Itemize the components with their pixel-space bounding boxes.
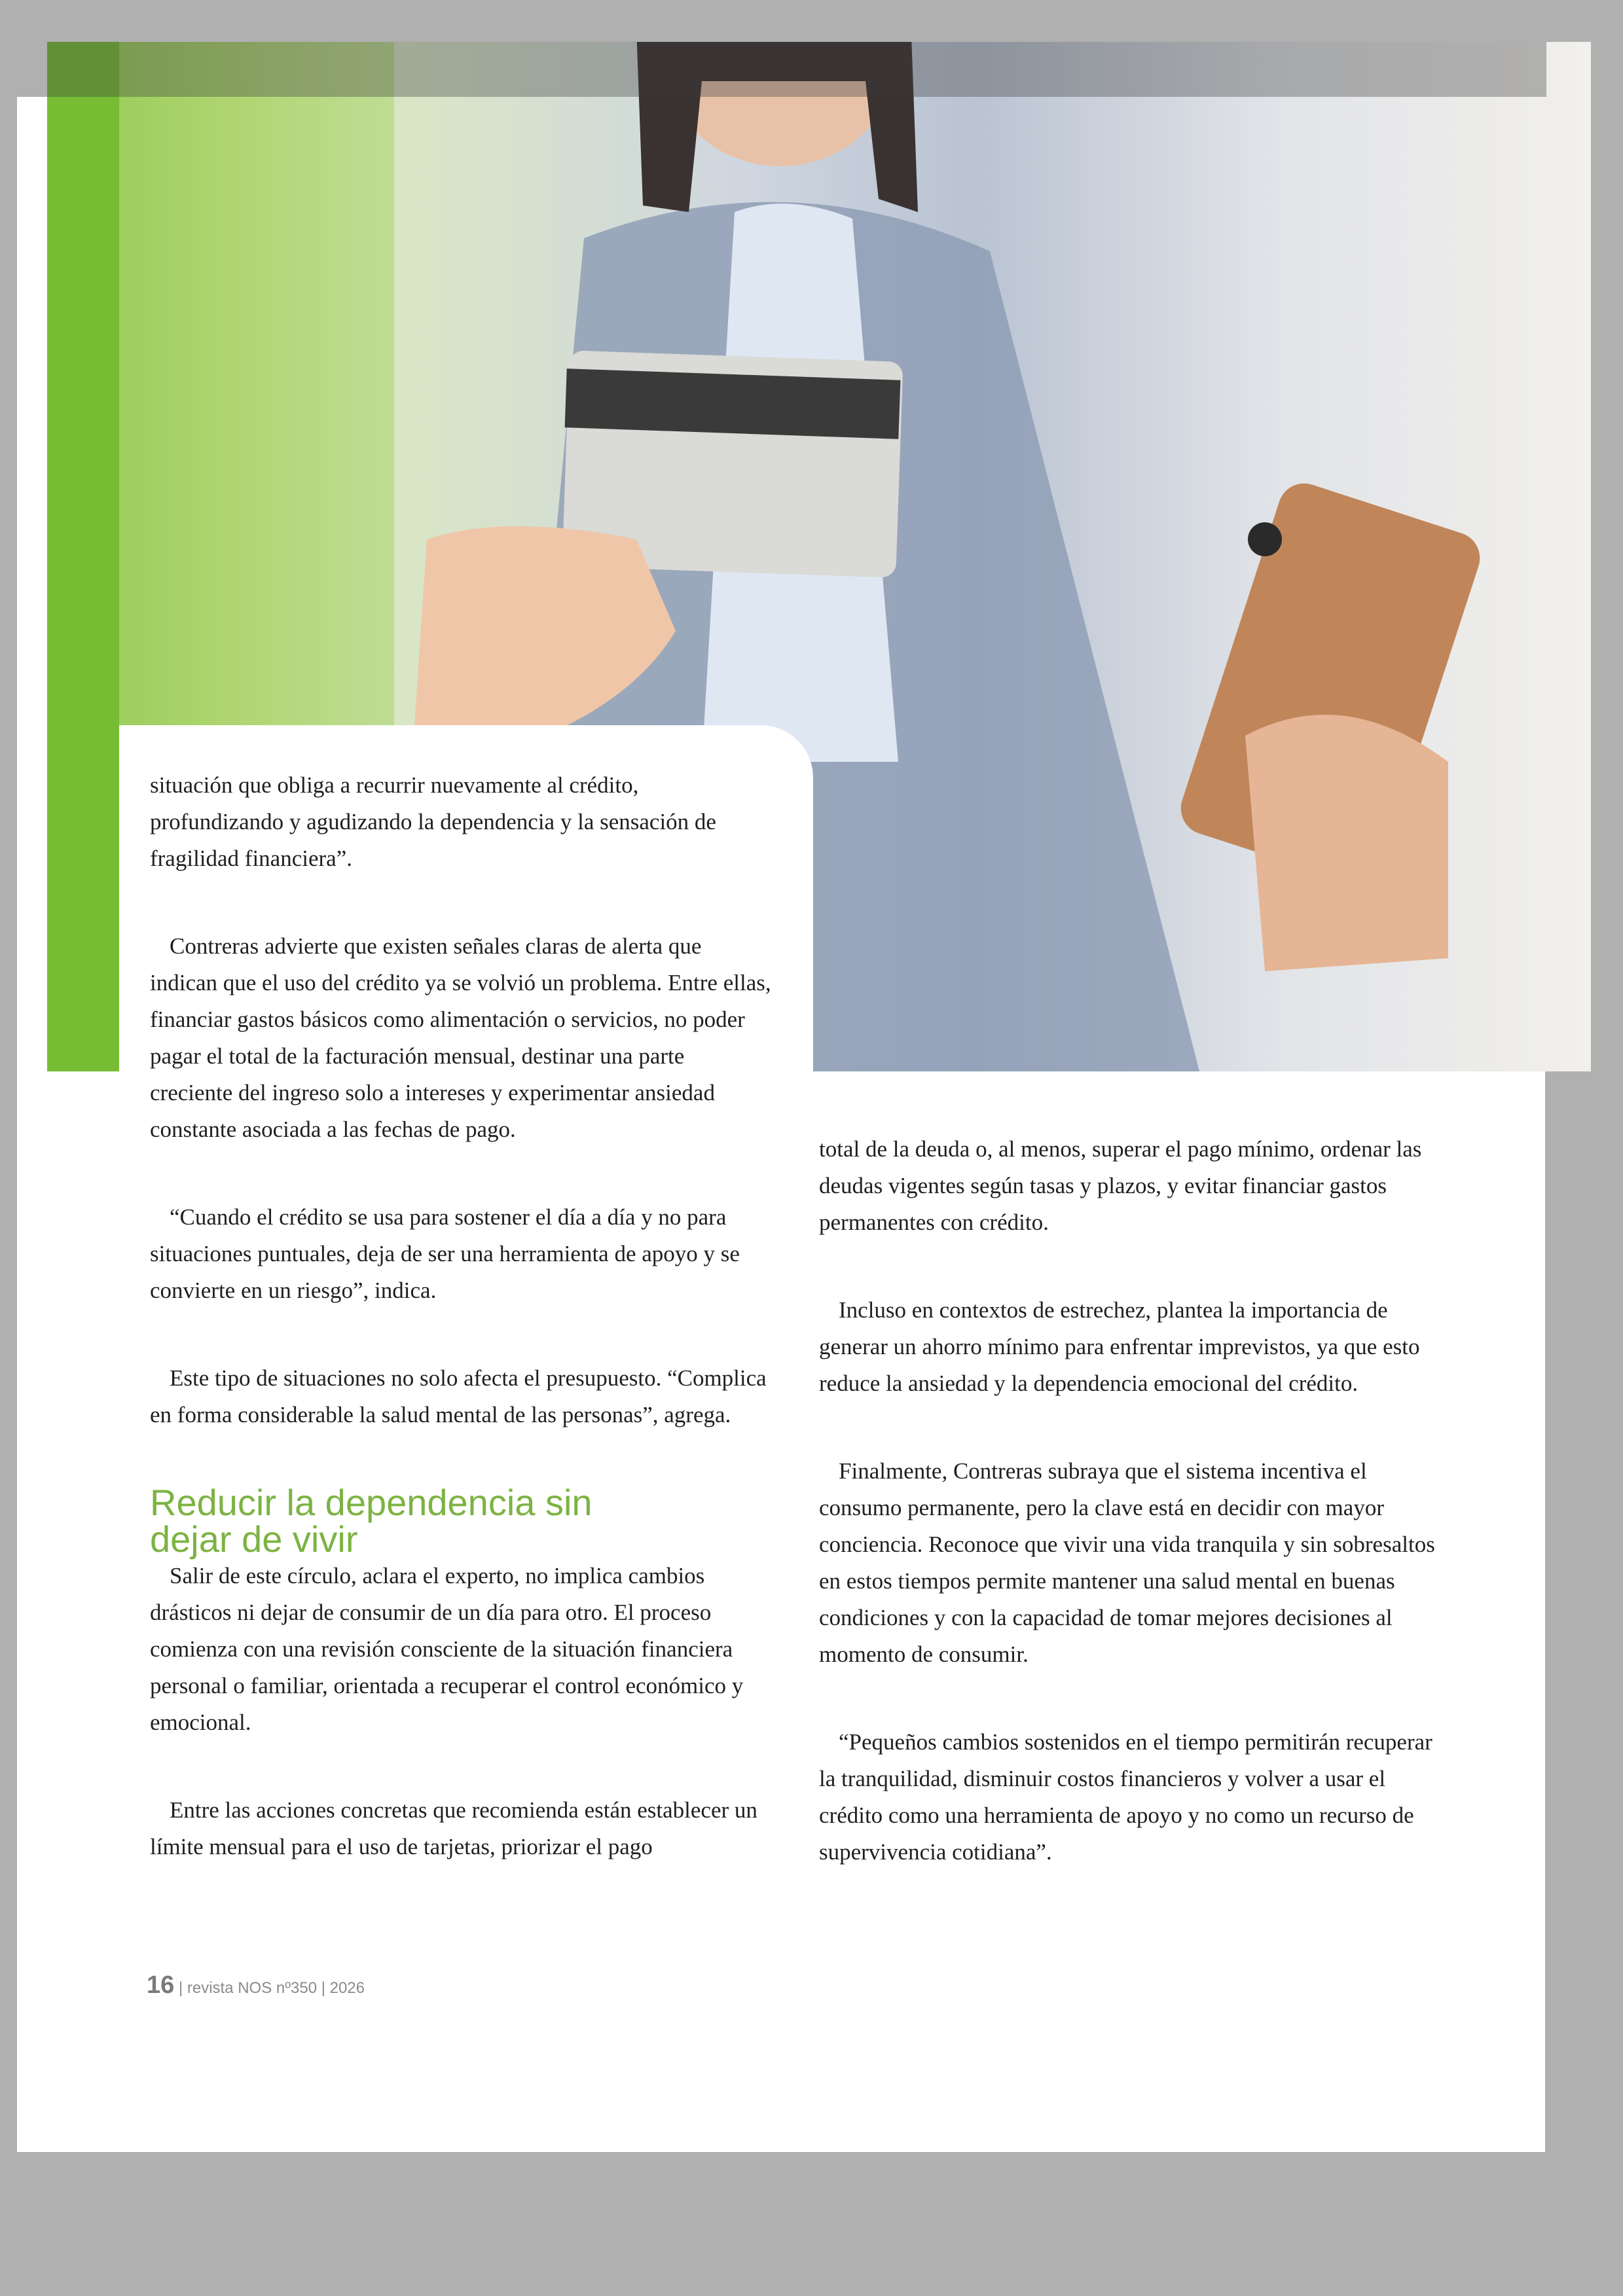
paragraph: Incluso en contextos de estrechez, plantea la importancia de generar un ahorro mínimo para enfrentar imprevistos, ya que esto reduce la ansiedad y la dependencia emocional del crédito. — [819, 1297, 1420, 1396]
paragraph: Finalmente, Contreras subraya que el sistema incentiva el consumo permanente, pero la clave está en decidir con mayor conciencia. Reconoce que vivir una vida tranquila y sin sobresaltos en estos tiempos permite mantener una salud mental en buenas condiciones y con la capacidad de tomar mejores decisiones al momento de consumir. — [819, 1458, 1435, 1667]
paragraph: situación que obliga a recurrir nuevamente al crédito, profundizando y agudizando la dependencia y la sensación de fragilidad financiera”. — [150, 772, 716, 871]
green-background-band — [47, 42, 119, 1071]
phone-camera — [1248, 522, 1282, 556]
card-magnetic-stripe — [565, 368, 901, 439]
paragraph: “Cuando el crédito se usa para sostener el día a día y no para situaciones puntuales, deja de ser una herramienta de apoyo y se convierte en un riesgo”, indica. — [150, 1204, 740, 1303]
paragraph: Este tipo de situaciones no solo afecta el presupuesto. “Complica en forma considerable la salud mental de las personas”, agrega. — [150, 1365, 767, 1427]
hero-top-shade — [47, 42, 1546, 97]
paragraph: total de la deuda o, al menos, superar el pago mínimo, ordenar las deudas vigentes según tasas y plazos, y evitar financiar gastos permanentes con crédito. — [819, 1136, 1422, 1235]
left-column — [150, 767, 772, 1916]
right-column — [819, 1131, 1441, 1922]
page-footer — [147, 1971, 365, 2000]
section-heading: Reducir la dependencia sin dejar de vivir — [150, 1482, 593, 1560]
paragraph: “Pequeños cambios sostenidos en el tiempo permitirán recuperar la tranquilidad, disminuir costos financieros y volver a usar el crédito como una herramienta de apoyo y no como un recurso de supervivencia cotidiana”. — [819, 1729, 1432, 1865]
page-number: 16 — [147, 1971, 175, 1999]
paragraph: Entre las acciones concretas que recomienda están establecer un límite mensual para el uso de tarjetas, priorizar el pago — [150, 1797, 757, 1859]
publication-info: | revista NOS nº350 | 2026 — [178, 1979, 365, 1997]
hand-holding-phone — [1245, 715, 1448, 971]
paragraph: Contreras advierte que existen señales claras de alerta que indican que el uso del crédito ya se volvió un problema. Entre ellas, financiar gastos básicos como alimentación o servicios, no poder pagar el total de la facturación mensual, destinar una parte creciente del ingreso solo a intereses y experimentar ansiedad constante asociada a las fechas de pago. — [150, 933, 771, 1142]
paragraph: Salir de este círculo, aclara el experto, no implica cambios drásticos ni dejar de consumir de un día para otro. El proceso comienza con una revisión consciente de la situación financiera personal o familiar, orientada a recuperar el control económico y emocional. — [150, 1563, 744, 1735]
